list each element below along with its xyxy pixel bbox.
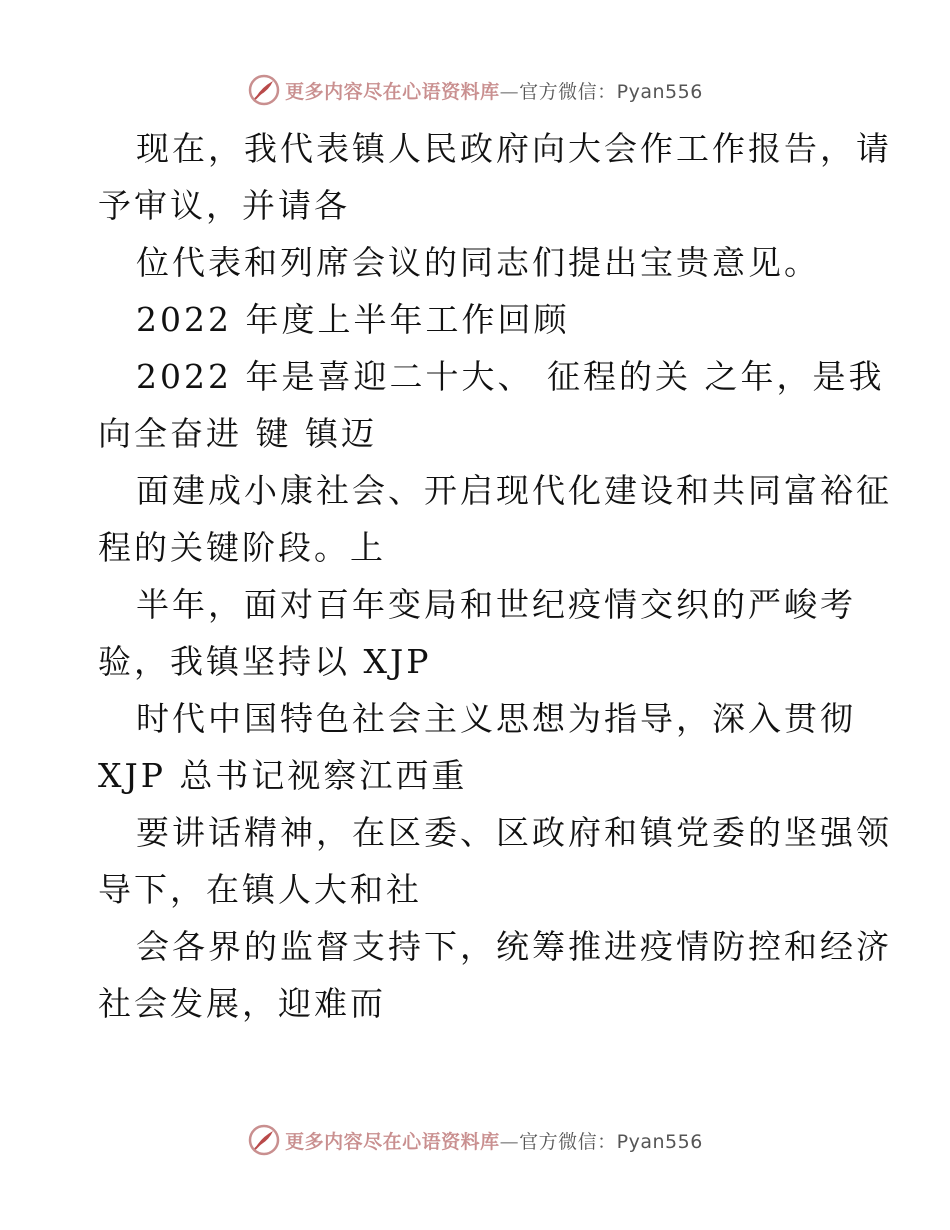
watermark-contact: 官方微信：Pyan556 — [519, 1130, 703, 1153]
quill-circle-logo-icon — [247, 1123, 281, 1157]
text-line: 半年，面对百年变局和世纪疫情交织的严峻考 — [136, 585, 856, 624]
text-line: 导下，在镇人大和社 — [98, 870, 422, 909]
section-heading: 2022 年度上半年工作回顾 — [136, 300, 570, 339]
watermark-text — [285, 1127, 703, 1154]
text-line: 面建成小康社会、开启现代化建设和共同富裕征 — [136, 471, 892, 510]
text-line: 程的关键阶段。上 — [98, 528, 386, 567]
quill-circle-logo-icon — [247, 73, 281, 107]
header-watermark — [0, 70, 950, 110]
footer-watermark — [0, 1120, 950, 1160]
text-line: 现在，我代表镇人民政府向大会作工作报告，请 — [136, 129, 892, 168]
text-line: 时代中国特色社会主义思想为指导，深入贯彻 — [136, 699, 856, 738]
text-line: 向全奋进 键 镇迈 — [98, 414, 377, 453]
text-line: 社会发展，迎难而 — [98, 984, 386, 1023]
watermark-text — [285, 77, 703, 104]
watermark-separator: — — [499, 80, 520, 103]
watermark-brand: 更多内容尽在心语资料库 — [285, 80, 500, 103]
text-line: 予审议，并请各 — [98, 186, 350, 225]
text-line: XJP 总书记视察江西重 — [98, 756, 468, 795]
document-body — [98, 120, 892, 1032]
text-line: 验，我镇坚持以 XJP — [98, 642, 432, 681]
text-line: 位代表和列席会议的同志们提出宝贵意见。 — [136, 243, 820, 282]
watermark-separator: — — [499, 1130, 520, 1153]
watermark-contact: 官方微信：Pyan556 — [519, 80, 703, 103]
watermark-brand: 更多内容尽在心语资料库 — [285, 1130, 500, 1153]
text-line: 要讲话精神，在区委、区政府和镇党委的坚强领 — [136, 813, 892, 852]
text-line: 会各界的监督支持下，统筹推进疫情防控和经济 — [136, 927, 892, 966]
text-line: 2022 年是喜迎二十大、 征程的关 之年，是我 — [136, 357, 885, 396]
